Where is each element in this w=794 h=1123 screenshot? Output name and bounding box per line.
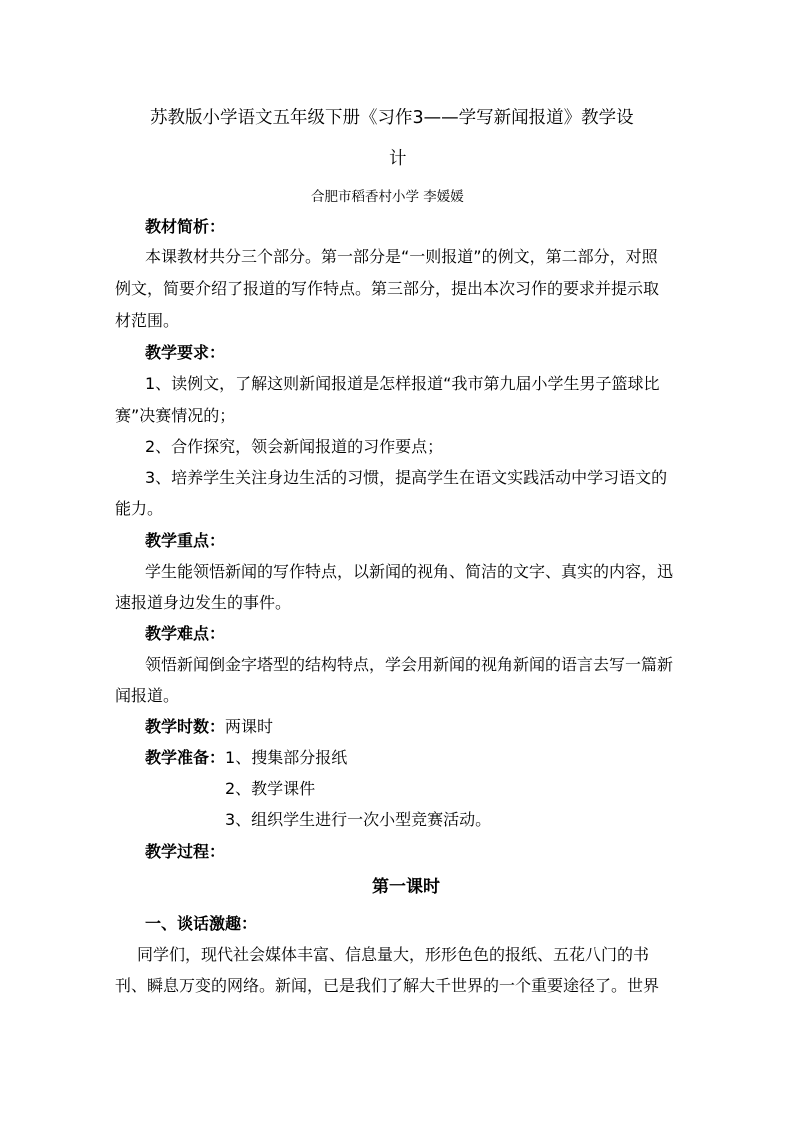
hours-row <box>145 716 273 738</box>
difficulty-heading: 教学难点： <box>145 624 226 643</box>
key-line: 学生能领悟新闻的写作特点，以新闻的视角、简洁的文字、真实的内容，迅 <box>145 562 674 581</box>
section1-line: 刊、瞬息万变的网络。新闻，已是我们了解大千世界的一个重要途径了。世界 <box>115 976 660 995</box>
analysis-line: 材范围。 <box>115 311 180 330</box>
requirements-line: 能力。 <box>115 499 164 518</box>
lesson-title: 第一课时 <box>372 877 440 897</box>
hours-label: 教学时数： <box>145 717 226 736</box>
analysis-heading: 教材简析： <box>145 217 226 236</box>
requirements-line: 2、合作探究，领会新闻报道的习作要点； <box>145 437 444 456</box>
doc-title-line-1: 苏教版小学语文五年级下册《习作3——学写新闻报道》教学设 <box>150 108 634 128</box>
requirements-line: 1、读例文，了解这则新闻报道是怎样报道“我市第九届小学生男子篮球比 <box>145 374 660 393</box>
prep-item: 2、教学课件 <box>225 779 316 798</box>
prep-item: 3、组织学生进行一次小型竞赛活动。 <box>225 810 492 829</box>
analysis-line: 例文，简要介绍了报道的写作特点。第三部分，提出本次习作的要求并提示取 <box>115 279 660 298</box>
requirements-line: 3、培养学生关注身边生活的习惯，提高学生在语文实践活动中学习语文的 <box>145 468 668 487</box>
process-heading: 教学过程： <box>145 842 226 861</box>
difficulty-line: 领悟新闻倒金字塔型的结构特点，学会用新闻的视角新闻的语言去写一篇新 <box>145 655 674 674</box>
analysis-line: 本课教材共分三个部分。第一部分是“一则报道”的例文，第二部分，对照 <box>145 247 658 266</box>
requirements-line: 赛”决赛情况的； <box>115 406 236 425</box>
section1-heading: 一、谈话激趣： <box>145 914 258 933</box>
prep-row <box>145 747 347 769</box>
doc-author: 合肥市稻香村小学 李媛媛 <box>311 189 464 205</box>
difficulty-line: 闻报道。 <box>115 686 180 705</box>
key-line: 速报道身边发生的事件。 <box>115 593 292 612</box>
section1-line: 同学们，现代社会媒体丰富、信息量大，形形色色的报纸、五花八门的书 <box>137 945 650 964</box>
requirements-heading: 教学要求： <box>145 343 226 362</box>
doc-title-line-2: 计 <box>389 149 407 169</box>
prep-item: 1、搜集部分报纸 <box>225 748 348 767</box>
key-heading: 教学重点： <box>145 531 226 550</box>
hours-value: 两课时 <box>225 717 274 736</box>
prep-label: 教学准备： <box>145 748 226 767</box>
